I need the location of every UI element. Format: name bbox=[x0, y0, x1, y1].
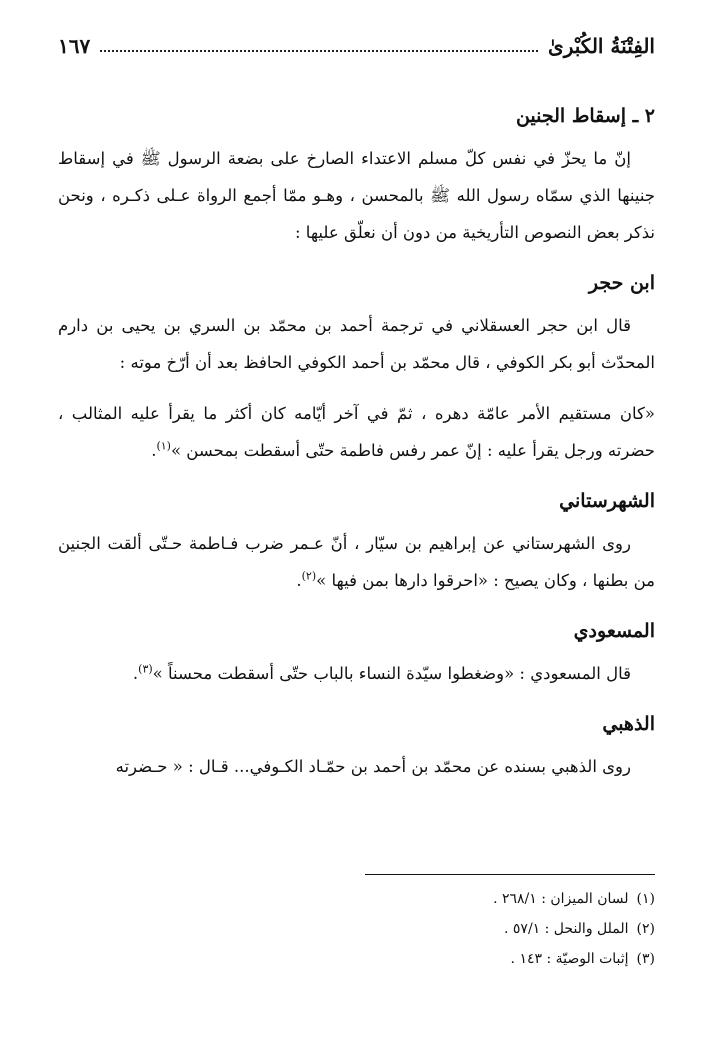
footnote-text: إثبات الوصيّة : ١٤٣ . bbox=[510, 951, 629, 967]
section-heading-fetus: ٢ ـ إسقاط الجنين bbox=[515, 105, 655, 127]
page-header bbox=[58, 28, 655, 64]
paragraph-shahrastani: روى الشهرستاني عن إبراهيم بن سيّار ، أنّ عـمر ضرب فـاطمة حـتّى ألقت الجنين من بطنها ، وكان يصيح : «احرقوا دارها بمن فيها »$^{(٢)}$. bbox=[58, 534, 655, 590]
footnote-ref: (٣) bbox=[138, 662, 153, 676]
paragraph-text: روى الشهرستاني عن إبراهيم بن سيّار ، أنّ عـمر ضرب فـاطمة حـتّى ألقت الجنين من بطنها ، وكان يصيح : «احرقوا دارها بمن فيها » bbox=[58, 534, 655, 590]
paragraph-dhahabi: روى الذهبي بسنده عن محمّد بن أحمد بن حمّـاد الكـوفي... قـال : « حـضرته bbox=[115, 757, 631, 776]
paragraph-ibn-hajar: قال ابن حجر العسقلاني في ترجمة أحمد بن محمّد بن السري بن يحيى بن دارم المحدّث أبو بكر الكوفي ، قال محمّد بن أحمد الكوفي الحافظ بعد أن أرّخ موته : bbox=[58, 316, 655, 372]
dotted-leader bbox=[100, 50, 538, 52]
book-page bbox=[58, 0, 655, 1057]
paragraph-masudi: قال المسعودي : «وضغطوا سيّدة النساء بالباب حتّى أسقطت محسناً »$^{(٣)}$. bbox=[132, 662, 631, 683]
footnote-ref: (٢) bbox=[301, 569, 317, 583]
section-heading-ibn-hajar: ابن حجر bbox=[588, 272, 655, 294]
quote-ibn-hajar: «كان مستقيم الأمر عامّة دهره ، ثمّ في آخر أيّامه كان أكثر ما يقرأ عليه المثالب ، حضرته ورجل يقرأ عليه : إنّ عمر رفس فاطمة حتّى أسقطت بمحسن »$^{(١)}$. bbox=[58, 404, 655, 460]
footnote-item bbox=[58, 884, 655, 914]
footnote-number: (٢) bbox=[636, 921, 655, 937]
footnote-text: الملل والنحل : ٥٧/١ . bbox=[504, 921, 629, 937]
footnote-number: (٣) bbox=[636, 951, 655, 967]
footnotes-list bbox=[58, 884, 655, 974]
section-heading-shahrastani: الشهرستاني bbox=[559, 490, 655, 512]
footnote-text: لسان الميزان : ٢٦٨/١ . bbox=[493, 891, 629, 907]
section-heading-masudi: المسعودي bbox=[573, 620, 655, 642]
quote-text: «كان مستقيم الأمر عامّة دهره ، ثمّ في آخر أيّامه كان أكثر ما يقرأ عليه المثالب ، حضرته ورجل يقرأ عليه : إنّ عمر رفس فاطمة حتّى أسقطت بمحسن » bbox=[58, 404, 655, 460]
footnote-ref: (١) bbox=[156, 439, 171, 453]
paragraph-intro: إنّ ما يحزّ في نفس كلّ مسلم الاعتداء الصارخ على بضعة الرسول ﷺ في إسقاط جنينها الذي سمّاه رسول الله ﷺ بالمحسن ، وهـو ممّا أجمع الرواة عـلى ذكـره ، ونحن نذكر بعض النصوص التأريخية من دون أن نعلّق عليها : bbox=[58, 149, 655, 242]
section-heading-dhahabi: الذهبي bbox=[602, 713, 655, 735]
page-body bbox=[58, 98, 655, 799]
footnote-number: (١) bbox=[636, 891, 655, 907]
running-title: الفِتْنَةُ الكُبْرىٰ bbox=[548, 34, 655, 58]
footnote-item bbox=[58, 914, 655, 944]
paragraph-text: قال المسعودي : «وضغطوا سيّدة النساء بالباب حتّى أسقطت محسناً » bbox=[152, 664, 631, 683]
footnote-divider bbox=[365, 874, 655, 875]
footnote-item bbox=[58, 944, 655, 974]
page-number: ١٦٧ bbox=[58, 34, 91, 58]
